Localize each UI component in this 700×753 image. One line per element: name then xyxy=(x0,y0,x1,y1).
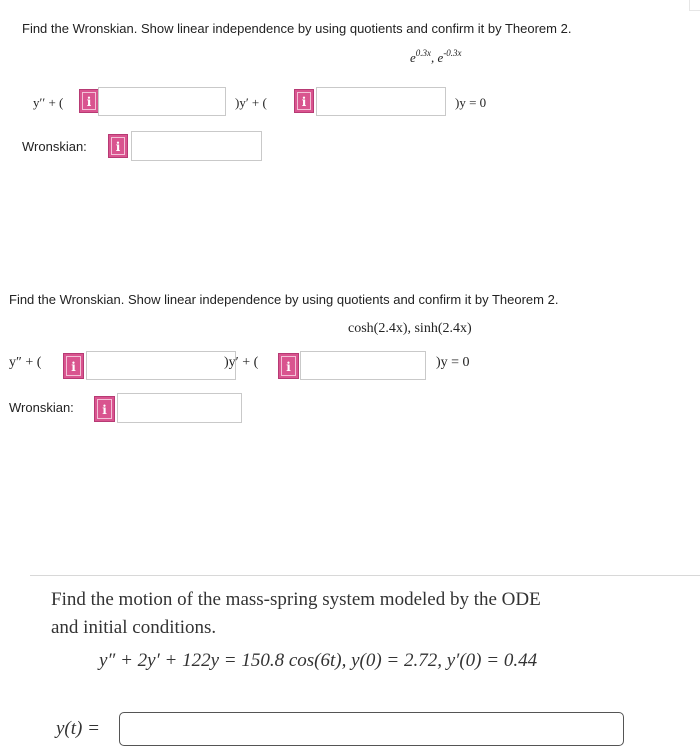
problem3-equation: y″ + 2y′ + 122y = 150.8 cos(6t), y(0) = 2.72, y′(0) = 0.44 xyxy=(99,650,538,671)
problem1-functions xyxy=(410,50,462,66)
function-2-exponent: -0.3x xyxy=(443,48,462,58)
problem2-coefficient-q-input[interactable] xyxy=(300,351,426,380)
info-icon: i xyxy=(86,95,92,109)
problem2-wronskian-input[interactable] xyxy=(117,393,242,423)
section-divider xyxy=(30,575,700,576)
problem2-info-button-3[interactable] xyxy=(94,396,115,422)
function-1-base: e xyxy=(410,50,416,65)
problem1-info-button-1[interactable] xyxy=(79,89,99,113)
problem1-coefficient-p-input[interactable] xyxy=(98,87,226,116)
problem3-prompt-line-2: and initial conditions. xyxy=(51,617,217,638)
problem1-eq-end: )y = 0 xyxy=(455,95,487,110)
info-icon: i xyxy=(286,360,291,374)
functions-separator: , xyxy=(431,50,435,65)
problem1-prompt: Find the Wronskian. Show linear independence by using quotients and confirm it by Theorem 2. xyxy=(22,21,572,36)
corner-decoration xyxy=(689,0,700,11)
info-icon: i xyxy=(301,95,307,109)
problem1-wronskian-input[interactable] xyxy=(131,131,262,161)
function-2-base: e xyxy=(437,50,444,65)
problem2-info-button-1[interactable] xyxy=(63,353,84,379)
problem2-wronskian-label: Wronskian: xyxy=(9,400,74,415)
problem1-eq-ypp: y′′ + ( xyxy=(33,95,64,110)
info-icon: i xyxy=(102,403,107,417)
problem2-eq-ypp: y″ + ( xyxy=(9,355,42,370)
problem2-prompt: Find the Wronskian. Show linear independence by using quotients and confirm it by Theorem 2. xyxy=(9,292,559,307)
problem1-coefficient-q-input[interactable] xyxy=(316,87,446,116)
problem3-answer-label: y(t) = xyxy=(56,718,100,739)
problem2-eq-mid: )y′ + ( xyxy=(224,355,259,370)
problem1-wronskian-label: Wronskian: xyxy=(22,139,87,154)
problem3-answer-input[interactable] xyxy=(119,712,624,746)
problem1-info-button-3[interactable] xyxy=(108,134,128,158)
info-icon: i xyxy=(71,360,76,374)
problem3-prompt-line-1: Find the motion of the mass-spring system modeled by the ODE xyxy=(51,589,541,610)
problem1-eq-mid: )y′ + ( xyxy=(235,95,267,110)
function-1-exponent: 0.3x xyxy=(415,48,432,58)
problem2-info-button-2[interactable] xyxy=(278,353,299,379)
problem1-info-button-2[interactable] xyxy=(294,89,314,113)
problem2-coefficient-p-input[interactable] xyxy=(86,351,236,380)
problem2-eq-end: )y = 0 xyxy=(436,355,470,370)
info-icon: i xyxy=(115,140,121,154)
problem2-functions: cosh(2.4x), sinh(2.4x) xyxy=(348,321,472,336)
